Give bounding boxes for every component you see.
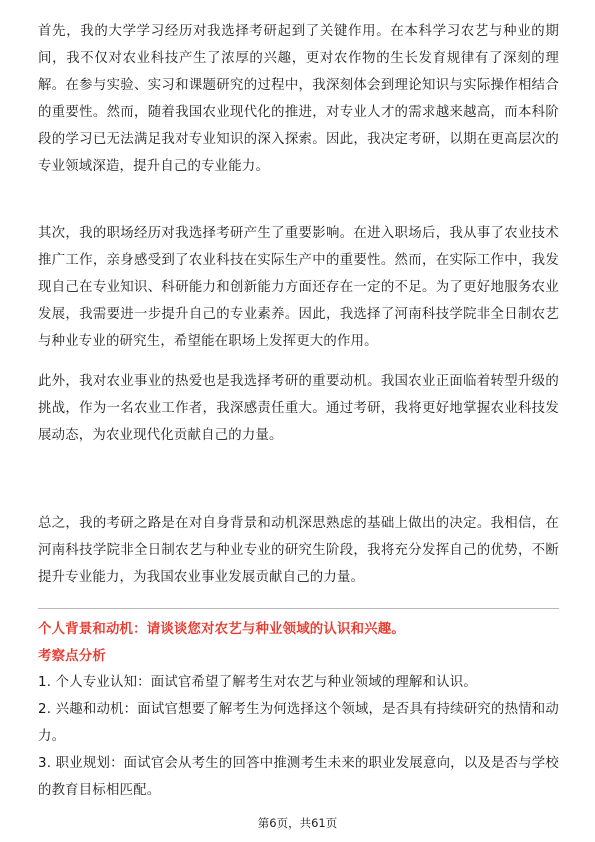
- section-divider: [38, 608, 559, 609]
- body-paragraph: 此外，我对农业事业的热爱也是我选择考研的重要动机。我国农业正面临着转型升级的挑战，作为一名农业工作者，我深感责任重大。通过考研，我将更好地掌握农业科技发展动态，为农业现代化贡献自己的力量。: [38, 374, 559, 443]
- body-paragraph: 首先，我的大学学习经历对我选择考研起到了关键作用。在本科学习农艺与种业的期间，我不仅对农业科技产生了浓厚的兴趣，更对农作物的生长发育规律有了深刻的理解。在参与实验、实习和课题研究的过程中，我深刻体会到理论知识与实际操作相结合的重要性。然而，随着我国农业现代化的推进，对专业人才的需求越来越高，而本科阶段的学习已无法满足我对专业知识的深入探索。因此，我决定考研，以期在更高层次的专业领域深造，提升自己的专业能力。: [38, 24, 559, 174]
- analysis-subheading: 考察点分析: [38, 649, 106, 664]
- interview-question-heading: 个人背景和动机：请谈谈您对农艺与种业领域的认识和兴趣。: [38, 622, 405, 637]
- body-paragraph: 其次，我的职场经历对我选择考研产生了重要影响。在进入职场后，我从事了农业技术推广工作，亲身感受到了农业科技在实际生产中的重要性。然而，在实际工作中，我发现自己在专业知识、科研能力和创新能力方面还存在一定的不足。为了更好地服务农业发展，我需要进一步提升自己的专业素养。因此，我选择了河南科技学院非全日制农艺与种业专业的研究生，希望能在职场上发挥更大的作用。: [38, 226, 559, 349]
- list-item: 1. 个人专业认知：面试官希望了解考生对农艺与种业领域的理解和认识。: [38, 675, 477, 690]
- page-number-footer: 第6页，共61页: [257, 816, 338, 830]
- analysis-points-list: [38, 669, 559, 804]
- list-item: 2. 兴趣和动机：面试官想要了解考生为何选择这个领域，是否具有持续研究的热情和动力。: [38, 702, 559, 744]
- list-item: 3. 职业规划：面试官会从考生的回答中推测考生未来的职业发展意向，以及是否与学校的教育目标相匹配。: [38, 756, 559, 798]
- body-paragraph: 总之，我的考研之路是在对自身背景和动机深思熟虑的基础上做出的决定。我相信，在河南科技学院非全日制农艺与种业专业的研究生阶段，我将充分发挥自己的优势，不断提升专业能力，为我国农业事业发展贡献自己的力量。: [38, 516, 559, 585]
